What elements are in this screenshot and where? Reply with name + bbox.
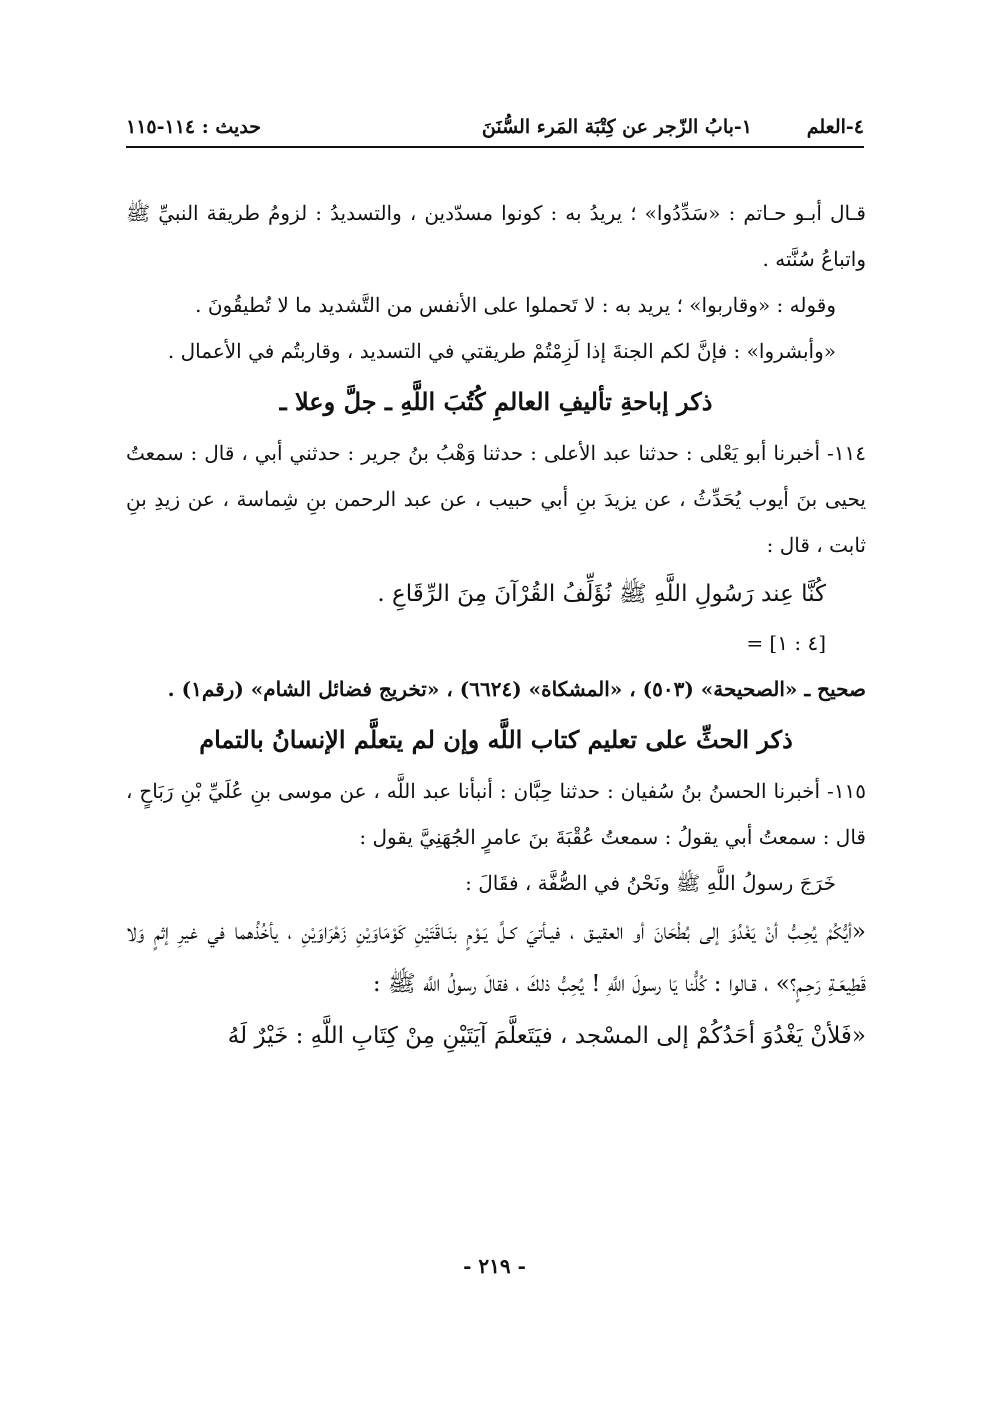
commentary-paragraph-1: قـال أبـو حـاتم : «سَدِّدُوا» ؛ يريدُ به : كونوا مسدّدين ، والتسديدُ : لزومُ طريقة النبيِّ ﷺ واتباعُ سُنَّته . [126, 201, 866, 271]
page-body [126, 190, 866, 1062]
hadith-115-matn: «أيُّكُمْ يُحِـبُّ أنْ يَغْدُوَ إلى بُطْحَانَ أو العقيـق ، فيـأتيَ كـلَّ يَـوْمٍ بنَـاقَتَيْنِ كَوْمَاوَيْنِ زَهْرَاوَيْنِ ، يأخُذُهما في غيرِ إثمٍ وَلا قَطِيعَـةِ رَحِـمٍ؟» ، قـالوا : كُلُّنا يَا رسولَ اللَّهِ ! يُحِبُّ ذلكَ ، فقالَ رسولُ اللَّه ﷺ : [126, 919, 866, 997]
hadith-114-grading: صحيح ـ «الصحيحة» (٥٠٣) ، «المشكاة» (٦٦٢٤) ، «تخريج فضائل الشام» (رقم١) . [167, 677, 866, 701]
page-number: - ٢١٩ - [463, 1254, 526, 1278]
commentary-paragraph-2: وقوله : «وقاربوا» ؛ يريد به : لا تَحملوا على الأنفس من التَّشديد ما لا تُطيقُونَ . [195, 293, 836, 317]
hadith-114-reference: = [٤ : ١] [746, 631, 826, 655]
hadith-115-matn-continued: «فَلأنْ يَغْدُوَ أحَدُكُمْ إلى المسْجد ، فيَتَعلَّمَ آيَتَيْنِ مِنْ كِتَابِ اللَّهِ : خَيْرٌ لَهُ [227, 1023, 866, 1049]
hadith-115-narration: خَرَجَ رسولُ اللَّهِ ﷺ ونَحْنُ في الصُّفَّة ، فقَالَ : [465, 871, 836, 895]
hadith-115-isnad: ١١٥- أخبرنا الحسنُ بنُ سُفيان : حدثنا حِبَّان : أنبأنا عبد اللَّه ، عن موسى بنِ عُلَيِّ بْنِ رَبَاحٍ ، قال : سمعتُ أبي يقولُ : سمعتُ عُقْبَةَ بنَ عامرٍ الجُهَنِيَّ يقول : [126, 779, 866, 849]
header-bab-title: ١-بابُ الزّجر عن كِتْبَة المَرء السُّنَنَ [481, 116, 752, 138]
hadith-114-isnad: ١١٤- أخبرنا أبو يَعْلى : حدثنا عبد الأعلى : حدثنا وَهْبُ بنُ جرير : حدثني أبي ، قال : سمعتُ يحيى بنَ أيوب يُحَدِّثُ ، عن يزيدَ بنِ أبي حبيب ، عن عبد الرحمن بنِ شِماسة ، عن زيدِ بنِ ثابت ، قال : [126, 441, 866, 557]
hadith-114-matn: كُنَّا عِند رَسُولِ اللَّهِ ﷺ نُؤَلِّفُ القُرْآنَ مِنَ الرِّقَاعِ . [377, 581, 826, 607]
page-header [126, 112, 864, 148]
commentary-paragraph-3: «وأبشروا» : فإنَّ لكم الجنةَ إذا لَزِمْتُمْ طريقتي في التسديد ، وقاربتُم في الأعمال . [167, 339, 836, 363]
header-chapter: ٤-العلم [806, 116, 864, 138]
section-heading-1: ذكر إباحةِ تأليفِ العالمِ كُتُبَ اللَّهِ ـ جلَّ وعلا ـ [279, 387, 713, 416]
header-hadith-range: حديث : ١١٤-١١٥ [126, 116, 262, 138]
section-heading-2: ذكر الحثِّ على تعليم كتاب اللَّه وإن لم يتعلَّم الإنسانُ بالتمام [199, 725, 793, 754]
